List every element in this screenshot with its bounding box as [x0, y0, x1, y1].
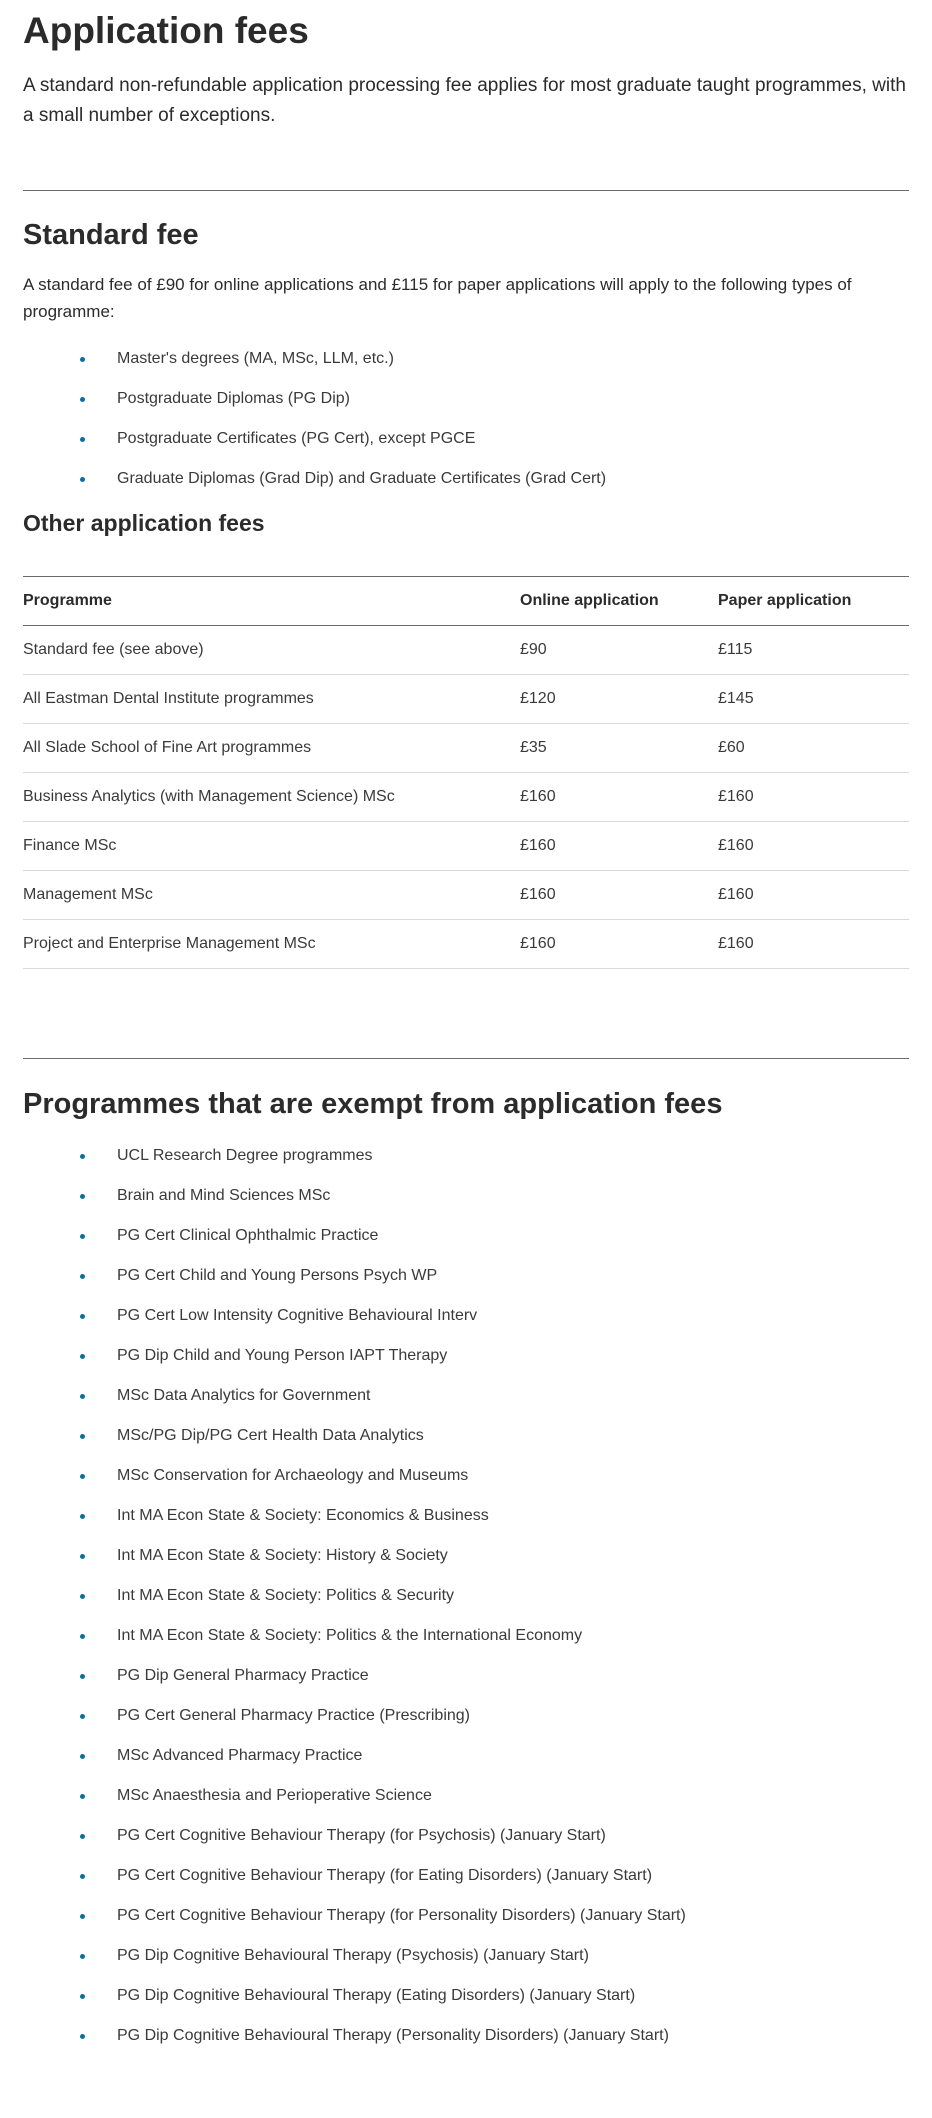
bullet-icon [80, 1234, 85, 1239]
intro-text: A standard non-refundable application processing fee applies for most graduate taught programmes, with a small number of exceptions. [23, 75, 906, 126]
bullet-icon [80, 1954, 85, 1959]
list-item: PG Cert Cognitive Behaviour Therapy (for Psychosis) (January Start) [80, 1825, 909, 1865]
table-row [23, 724, 909, 773]
list-item: MSc Anaesthesia and Perioperative Science [80, 1785, 909, 1825]
list-item: Brain and Mind Sciences MSc [80, 1185, 909, 1225]
cell-online-fee: £160 [520, 773, 718, 822]
bullet-icon [80, 1554, 85, 1559]
cell-paper-fee: £160 [718, 822, 909, 871]
list-item: UCL Research Degree programmes [80, 1145, 909, 1185]
cell-paper-fee: £145 [718, 675, 909, 724]
bullet-icon [80, 1514, 85, 1519]
bullet-icon [80, 1274, 85, 1279]
table-row [23, 920, 909, 969]
table-header-row [23, 577, 909, 626]
bullet-icon [80, 1914, 85, 1919]
standard-fee-list [23, 348, 909, 508]
bullet-icon [80, 1434, 85, 1439]
bullet-icon [80, 1834, 85, 1839]
page-title: Application fees [23, 10, 309, 51]
list-item: PG Cert Cognitive Behaviour Therapy (for Eating Disorders) (January Start) [80, 1865, 909, 1905]
column-header-programme: Programme [23, 577, 520, 626]
bullet-icon [80, 1154, 85, 1159]
bullet-icon [80, 1994, 85, 1999]
list-item: Postgraduate Certificates (PG Cert), except PGCE [80, 428, 909, 468]
list-item: PG Dip Cognitive Behavioural Therapy (Personality Disorders) (January Start) [80, 2025, 909, 2065]
bullet-icon [80, 1394, 85, 1399]
cell-programme: All Eastman Dental Institute programmes [23, 675, 520, 724]
bullet-icon [80, 2034, 85, 2039]
list-item: PG Cert Clinical Ophthalmic Practice [80, 1225, 909, 1265]
list-item: MSc Conservation for Archaeology and Museums [80, 1465, 909, 1505]
cell-online-fee: £120 [520, 675, 718, 724]
exempt-list [23, 1145, 909, 2065]
cell-paper-fee: £160 [718, 871, 909, 920]
list-item: Master's degrees (MA, MSc, LLM, etc.) [80, 348, 909, 388]
cell-programme: Project and Enterprise Management MSc [23, 920, 520, 969]
list-item: PG Dip General Pharmacy Practice [80, 1665, 909, 1705]
cell-online-fee: £160 [520, 871, 718, 920]
list-item: PG Cert Low Intensity Cognitive Behavioural Interv [80, 1305, 909, 1345]
cell-paper-fee: £160 [718, 773, 909, 822]
bullet-icon [80, 1474, 85, 1479]
bullet-icon [80, 477, 85, 482]
bullet-icon [80, 437, 85, 442]
list-item: Int MA Econ State & Society: Politics & Security [80, 1585, 909, 1625]
table-row [23, 871, 909, 920]
column-header-online: Online application [520, 577, 718, 626]
list-item: MSc Data Analytics for Government [80, 1385, 909, 1425]
bullet-icon [80, 1794, 85, 1799]
bullet-icon [80, 1634, 85, 1639]
cell-online-fee: £90 [520, 626, 718, 675]
cell-online-fee: £160 [520, 920, 718, 969]
standard-fee-heading: Standard fee [23, 219, 199, 251]
exempt-heading: Programmes that are exempt from application fees [23, 1088, 723, 1120]
list-item: PG Dip Cognitive Behavioural Therapy (Psychosis) (January Start) [80, 1945, 909, 1985]
cell-online-fee: £160 [520, 822, 718, 871]
table-row [23, 675, 909, 724]
list-item: Int MA Econ State & Society: Politics & the International Economy [80, 1625, 909, 1665]
cell-paper-fee: £60 [718, 724, 909, 773]
list-item: Graduate Diplomas (Grad Dip) and Graduate Certificates (Grad Cert) [80, 468, 909, 508]
fees-table [23, 576, 909, 969]
cell-programme: All Slade School of Fine Art programmes [23, 724, 520, 773]
list-item: PG Cert General Pharmacy Practice (Prescribing) [80, 1705, 909, 1745]
table-row [23, 822, 909, 871]
bullet-icon [80, 1314, 85, 1319]
list-item: PG Cert Child and Young Persons Psych WP [80, 1265, 909, 1305]
bullet-icon [80, 1714, 85, 1719]
standard-fee-text: A standard fee of £90 for online applications and £115 for paper applications will apply to the following types of programme: [23, 275, 852, 321]
bullet-icon [80, 1754, 85, 1759]
bullet-icon [80, 1874, 85, 1879]
bullet-icon [80, 397, 85, 402]
bullet-icon [80, 1674, 85, 1679]
table-row [23, 626, 909, 675]
bullet-icon [80, 1354, 85, 1359]
list-item: MSc/PG Dip/PG Cert Health Data Analytics [80, 1425, 909, 1465]
cell-programme: Finance MSc [23, 822, 520, 871]
list-item: PG Dip Child and Young Person IAPT Therapy [80, 1345, 909, 1385]
cell-programme: Business Analytics (with Management Science) MSc [23, 773, 520, 822]
list-item: PG Cert Cognitive Behaviour Therapy (for Personality Disorders) (January Start) [80, 1905, 909, 1945]
cell-online-fee: £35 [520, 724, 718, 773]
list-item: Postgraduate Diplomas (PG Dip) [80, 388, 909, 428]
list-item: Int MA Econ State & Society: Economics & Business [80, 1505, 909, 1545]
column-header-paper: Paper application [718, 577, 909, 626]
list-item: MSc Advanced Pharmacy Practice [80, 1745, 909, 1785]
bullet-icon [80, 1194, 85, 1199]
cell-programme: Standard fee (see above) [23, 626, 520, 675]
other-fees-heading: Other application fees [23, 510, 265, 536]
list-item: PG Dip Cognitive Behavioural Therapy (Eating Disorders) (January Start) [80, 1985, 909, 2025]
list-item: Int MA Econ State & Society: History & Society [80, 1545, 909, 1585]
cell-paper-fee: £115 [718, 626, 909, 675]
cell-paper-fee: £160 [718, 920, 909, 969]
bullet-icon [80, 357, 85, 362]
bullet-icon [80, 1594, 85, 1599]
cell-programme: Management MSc [23, 871, 520, 920]
table-row [23, 773, 909, 822]
